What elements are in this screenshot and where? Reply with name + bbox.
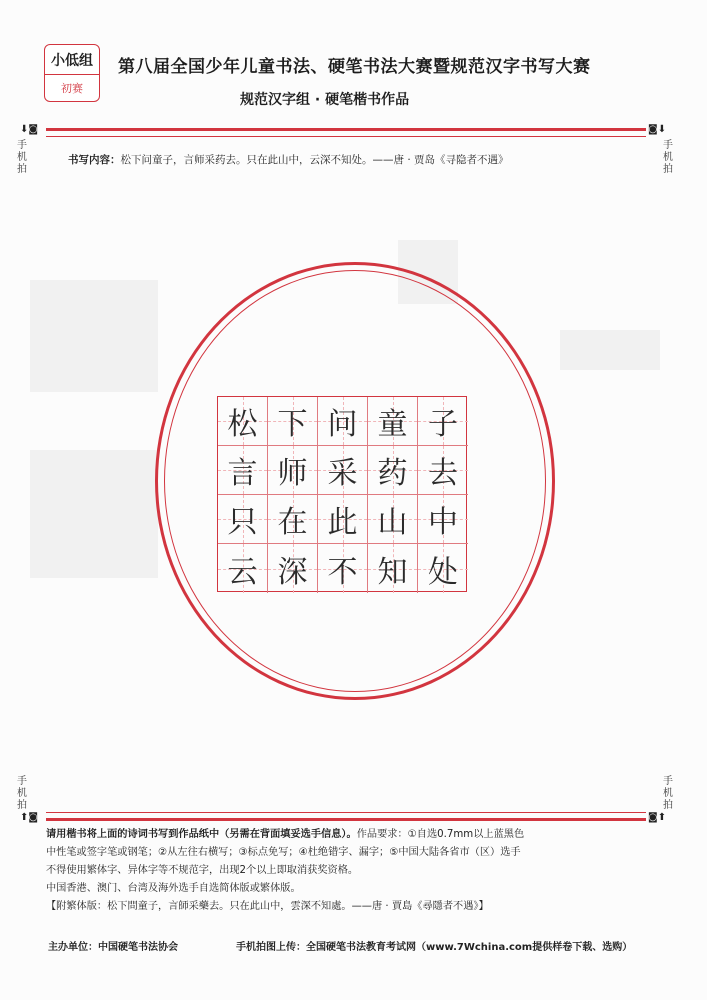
grid-cell [268,544,318,593]
grid-character: 知 [377,554,408,590]
group-badge [44,44,100,102]
showthrough-qr-bottom [30,450,158,578]
grid-cell [268,495,318,544]
grid-cell [218,495,268,544]
grid-character: 只 [227,505,258,540]
bottom-rule [46,818,646,821]
instructions-lead: 请用楷书将上面的诗词书写到作品纸中（另需在背面填妥选手信息）。 [46,829,357,840]
badge-stage: 初赛 [61,82,83,95]
side-label-top-left: 手机拍 [17,140,27,175]
grid-cell [418,446,468,495]
grid-character: 松 [227,407,258,442]
instructions-requirements: 作品要求：①自选0.7mm以上蓝黑色 [356,829,525,840]
grid-cell [268,397,318,446]
showthrough-stripe-right [560,330,660,370]
writing-content-text: 松下问童子，言师采药去。只在此山中，云深不知处。——唐 · 贾岛《寻隐者不遇》 [120,154,509,166]
side-label-top-right: 手机拍 [663,140,673,175]
badge-group: 小低组 [45,45,99,75]
instructions-line-4: 中国香港、澳门、台湾及海外选手自选简体版或繁体版。 [46,883,301,894]
grid-cell [368,544,418,593]
instructions-line-5: 【附繁体版：松下問童子，言師采藥去。只在此山中，雲深不知處。——唐 · 賈島《尋隱者不遇》】 [46,901,489,912]
grid-character: 言 [227,456,258,491]
grid-character: 此 [327,505,358,540]
grid-character: 子 [428,407,458,442]
grid-cell [218,446,268,495]
writing-content [68,152,509,167]
grid-cell [418,544,468,593]
grid-character: 中 [428,505,458,540]
grid-cell [418,397,468,446]
instructions [46,826,666,916]
grid-character: 不 [327,554,358,590]
showthrough-qr-top [30,280,158,392]
grid-cell [268,446,318,495]
bottom-rule-thin [46,812,646,813]
side-label-bottom-left: 手机拍 [17,776,27,811]
camera-icon-top-right: ◙⬇ [648,124,667,135]
instructions-line-3: 不得使用繁体字、异体字等不规范字，出现2个以上即取消获奖资格。 [46,865,359,876]
page-title: 第八届全国少年儿童书法、硬笔书法大赛暨规范汉字书写大赛 [118,57,591,77]
page-subtitle: 规范汉字组 · 硬笔楷书作品 [240,92,410,108]
camera-icon-bottom-left: ⬆◙ [20,812,39,823]
grid-cell [368,446,418,495]
grid-character: 问 [327,407,358,442]
side-label-bottom-right: 手机拍 [663,776,673,811]
writing-content-label: 书写内容： [68,154,121,166]
instructions-line-2: 中性笔或签字笔或钢笔；②从左往右横写；③标点免写；④杜绝错字、漏字；⑤中国大陆各省市（区）选手 [46,847,521,858]
grid-character: 药 [377,456,408,491]
grid-character: 采 [327,456,358,491]
camera-icon-bottom-right: ◙⬆ [648,812,667,823]
upload-info: 手机拍图上传：全国硬笔书法教育考试网（www.7Wchina.com提供样卷下载、选购） [236,942,633,953]
writing-grid [217,396,467,592]
grid-cell [318,397,368,446]
grid-character: 去 [428,456,458,491]
grid-character: 处 [428,554,458,590]
grid-cell [418,495,468,544]
grid-cell [318,446,368,495]
grid-character: 云 [227,554,258,590]
grid-character: 师 [277,456,308,491]
organizer: 主办单位：中国硬笔书法协会 [48,942,178,953]
grid-character: 在 [277,505,308,540]
instructions-line-1 [46,826,666,844]
grid-cell [368,495,418,544]
grid-cell [318,495,368,544]
grid-cell [318,544,368,593]
grid-cell [368,397,418,446]
grid-cell [218,397,268,446]
grid-character: 山 [377,505,408,540]
grid-character: 童 [377,407,408,442]
camera-icon-top-left: ⬇◙ [20,124,39,135]
grid-cell [218,544,268,593]
top-rule [46,128,646,131]
grid-character: 下 [277,407,308,442]
top-rule-thin [46,136,646,137]
grid-character: 深 [277,554,308,590]
